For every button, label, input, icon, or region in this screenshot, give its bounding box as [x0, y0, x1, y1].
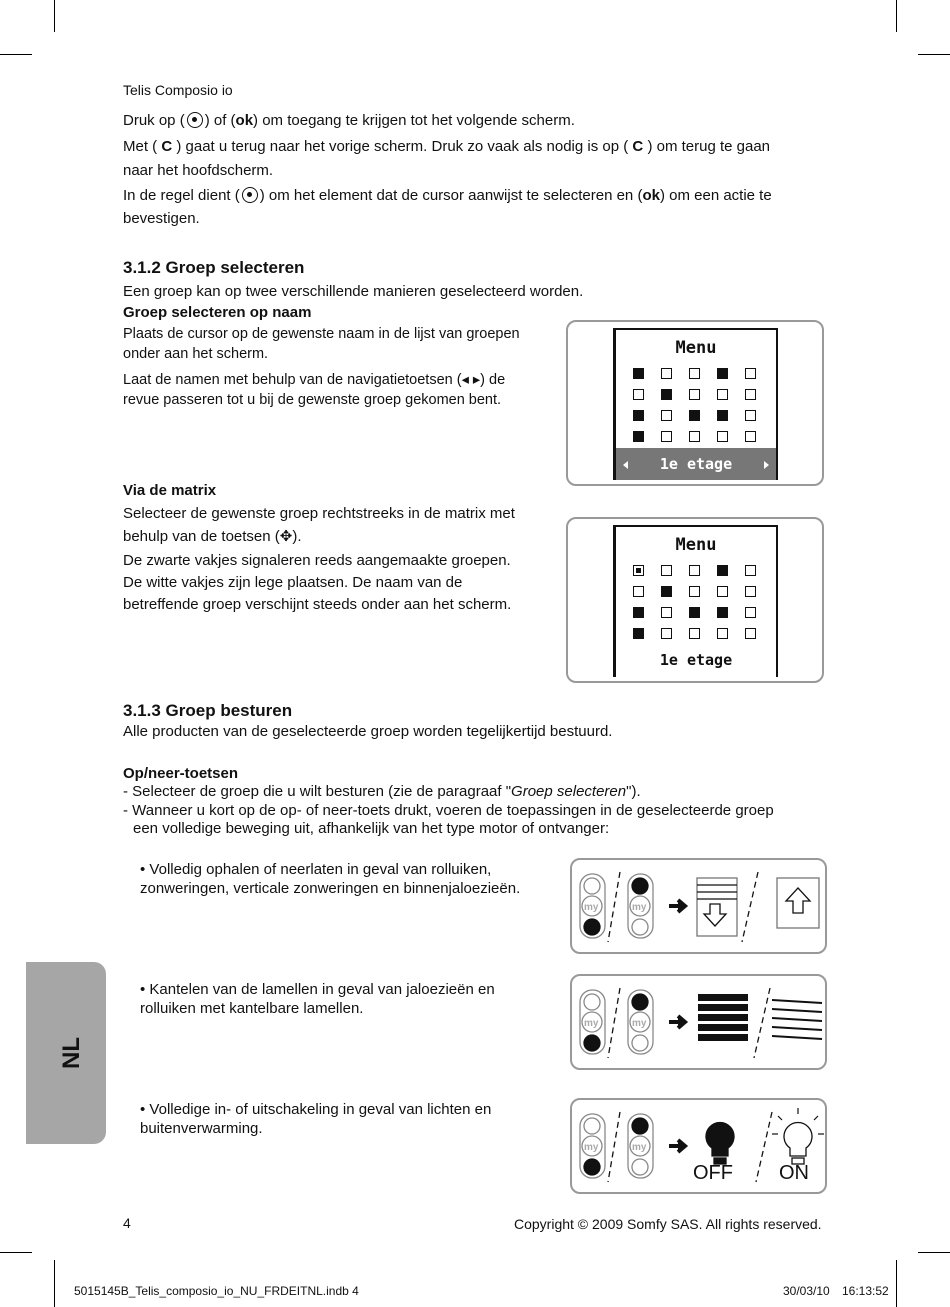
crop-mark: [0, 1252, 32, 1253]
paragraph-by-name-1: Plaats de cursor op de gewenste naam in de lijst van groepen onder aan het scherm.: [123, 326, 520, 362]
lcd-screen-frame-1: [566, 320, 824, 486]
list-item-on-off: • Volledige in- of uitschakeling in geval van lichten en buitenverwarming.: [140, 1101, 492, 1137]
select-button-icon: [187, 112, 203, 128]
empty-slot: [661, 607, 672, 618]
empty-slot: [689, 586, 700, 597]
group-slot: [633, 431, 644, 442]
group-name-bar: [616, 647, 776, 673]
menu-title: Menu: [675, 338, 717, 358]
empty-slot: [689, 431, 700, 442]
lcd-screen-2: [613, 525, 778, 677]
intro-line-3: naar het hoofdscherm.: [123, 162, 274, 179]
select-button-icon: [242, 187, 258, 203]
empty-slot: [717, 389, 728, 400]
arrow-left-icon: [623, 461, 628, 469]
section-heading-313: 3.1.3 Groep besturen: [123, 701, 293, 720]
illustration-light: [570, 1098, 827, 1194]
instruction-select-group: - Selecteer de groep die u wilt besturen (zie de paragraaf "Groep selecteren").: [123, 783, 641, 800]
intro-line-2: Met ( C ) gaat u terug naar het vorige scherm. Druk zo vaak als nodig is op ( C ) om terug te gaan: [123, 138, 771, 155]
empty-slot: [661, 565, 672, 576]
instruction-short-press: - Wanneer u kort op de op- of neer-toets drukt, voeren de toepassingen in de geselecteerde groep een volledige beweging uit, afhankelijk van het type motor of ontvanger:: [123, 802, 774, 837]
page-number: 4: [123, 1215, 131, 1231]
remote-my-label: my: [584, 1142, 599, 1153]
crop-mark: [918, 1252, 950, 1253]
empty-slot: [717, 431, 728, 442]
empty-slot: [745, 410, 756, 421]
subheading-via-matrix: Via de matrix: [123, 482, 217, 499]
empty-slot: [661, 410, 672, 421]
group-slot: [717, 565, 728, 576]
intro-line-4: In de regel dient ( ) om het element dat de cursor aanwijst te selecteren en (ok) om een actie te: [123, 187, 772, 204]
crop-mark: [0, 54, 32, 55]
empty-slot: [717, 586, 728, 597]
group-slot: [633, 410, 644, 421]
remote-my-label: my: [584, 1018, 599, 1029]
crop-mark: [54, 1260, 55, 1307]
group-slot: [633, 607, 644, 618]
group-slot: [661, 389, 672, 400]
section-312-intro: Een groep kan op twee verschillende manieren geselecteerd worden.: [123, 283, 584, 300]
group-name: 1e etage: [659, 651, 733, 669]
subheading-group-by-name: Groep selecteren op naam: [123, 304, 312, 321]
empty-slot: [689, 565, 700, 576]
menu-title: Menu: [675, 535, 717, 555]
empty-slot: [661, 628, 672, 639]
remote-keys-icon: [572, 860, 825, 952]
intro-line-5: bevestigen.: [123, 210, 200, 227]
off-label: OFF: [693, 1162, 733, 1184]
subheading-up-down-keys: Op/neer-toetsen: [123, 765, 239, 782]
lcd-screen-frame-2: [566, 517, 824, 683]
paragraph-matrix-2: De zwarte vakjes signaleren reeds aangemaakte groepen. De witte vakjes zijn lege plaatsen. De naam van de betreffende groep verschijnt steeds onder aan het scherm.: [123, 552, 512, 613]
remote-my-label: my: [632, 902, 647, 913]
section-313-intro: Alle producten van de geselecteerde groep worden tegelijkertijd bestuurd.: [123, 723, 613, 740]
empty-slot: [745, 431, 756, 442]
list-item-full-travel: • Volledig ophalen of neerlaten in geval van rolluiken, zonweringen, verticale zonweringen en binnenjaloezieën.: [140, 861, 521, 897]
print-time: 16:13:52: [842, 1284, 889, 1298]
language-tab-label: NL: [58, 1037, 85, 1069]
remote-keys-icon: [572, 976, 825, 1068]
group-slot: [661, 586, 672, 597]
empty-slot: [689, 389, 700, 400]
crop-mark: [918, 54, 950, 55]
illustration-shutter: [570, 858, 827, 954]
group-slot: [689, 410, 700, 421]
remote-my-label: my: [632, 1018, 647, 1029]
empty-slot: [633, 389, 644, 400]
empty-slot: [745, 607, 756, 618]
empty-slot: [661, 431, 672, 442]
empty-slot: [717, 628, 728, 639]
group-slot: [717, 410, 728, 421]
group-slot: [717, 607, 728, 618]
empty-slot: [745, 628, 756, 639]
on-label: ON: [779, 1162, 809, 1184]
group-name-bar: [616, 448, 776, 480]
empty-slot: [661, 368, 672, 379]
file-name: 5015145B_Telis_composio_io_NU_FRDEITNL.indb 4: [74, 1284, 359, 1298]
print-date: 30/03/10: [783, 1284, 830, 1298]
empty-slot: [745, 565, 756, 576]
group-slot: [633, 368, 644, 379]
group-name: 1e etage: [659, 455, 733, 473]
copyright: Copyright © 2009 Somfy SAS. All rights reserved.: [514, 1216, 822, 1232]
paragraph-matrix-1: Selecteer de gewenste groep rechtstreeks in de matrix met behulp van de toetsen (✥).: [123, 505, 515, 545]
crop-mark: [54, 0, 55, 32]
group-slot: [633, 628, 644, 639]
illustration-tilt: [570, 974, 827, 1070]
group-slot: [717, 368, 728, 379]
crop-mark: [896, 1260, 897, 1307]
paragraph-by-name-2: Laat de namen met behulp van de navigatietoetsen (◂ ▸) de revue passeren tot u bij de gewenste groep gekomen bent.: [123, 372, 506, 408]
page-header: Telis Composio io: [123, 82, 233, 98]
empty-slot: [745, 586, 756, 597]
empty-slot: [745, 368, 756, 379]
section-heading-312: 3.1.2 Groep selecteren: [123, 258, 305, 277]
crop-mark: [896, 0, 897, 32]
remote-my-label: my: [632, 1142, 647, 1153]
empty-slot: [633, 586, 644, 597]
lcd-screen-1: [613, 328, 778, 480]
empty-slot: [745, 389, 756, 400]
group-slot: [689, 607, 700, 618]
empty-slot: [689, 368, 700, 379]
list-item-tilt: • Kantelen van de lamellen in geval van jaloezieën en rolluiken met kantelbare lamellen.: [140, 981, 495, 1017]
arrow-right-icon: [764, 461, 769, 469]
intro-line-1: Druk op ( ) of (ok) om toegang te krijgen tot het volgende scherm.: [123, 112, 575, 129]
empty-slot: [689, 628, 700, 639]
remote-my-label: my: [584, 902, 599, 913]
selected-group-slot: [633, 565, 644, 576]
